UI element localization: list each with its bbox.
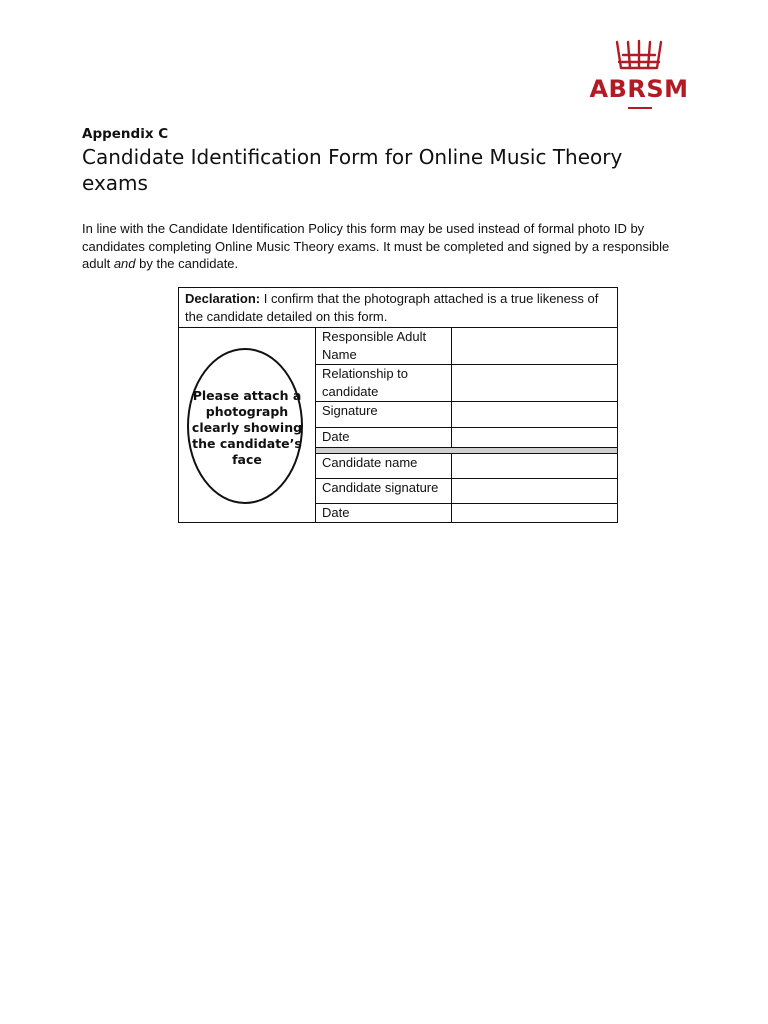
- intro-paragraph: [82, 220, 692, 273]
- candidate-signature-field[interactable]: [452, 479, 617, 504]
- appendix-label: Appendix C: [82, 126, 169, 142]
- responsible-adult-name-field[interactable]: [452, 328, 617, 365]
- relationship-field[interactable]: [452, 365, 617, 402]
- candidate-signature-label: Candidate signature: [316, 479, 452, 504]
- logo-underline: [628, 107, 652, 109]
- intro-emphasis: and: [113, 256, 136, 271]
- adult-signature-label: Signature: [316, 402, 452, 428]
- intro-text-end: by the candidate.: [135, 256, 239, 271]
- candidate-date-field[interactable]: [452, 504, 617, 522]
- adult-date-field[interactable]: [452, 428, 617, 448]
- logo-wordmark: ABRSM: [589, 75, 689, 103]
- responsible-adult-name-label: Responsible Adult Name: [316, 328, 452, 365]
- abrsm-logo: [586, 38, 692, 112]
- declaration: [179, 288, 617, 328]
- declaration-text: I confirm that the photograph attached is a true likeness of the candidate detailed on this form.: [185, 291, 599, 324]
- declaration-label: Declaration:: [185, 291, 261, 306]
- candidate-name-label: Candidate name: [316, 454, 452, 479]
- crown-icon: [614, 38, 664, 74]
- identification-form: [178, 287, 618, 523]
- relationship-label: Relationship to candidate: [316, 365, 452, 402]
- photo-area[interactable]: [179, 328, 316, 522]
- photo-oval: [187, 348, 303, 504]
- photo-instruction: Please attach a photograph clearly showing the candidate’s face: [191, 388, 303, 467]
- candidate-date-label: Date: [316, 504, 452, 522]
- page-title: Candidate Identification Form for Online Music Theory exams: [82, 145, 623, 195]
- adult-signature-field[interactable]: [452, 402, 617, 428]
- adult-date-label: Date: [316, 428, 452, 448]
- intro-text: In line with the Candidate Identification Policy this form may be used instead of formal photo ID by candidates completing Online Music Theory exams. It must be completed and signed by a responsible adult: [82, 221, 670, 271]
- candidate-name-field[interactable]: [452, 454, 617, 479]
